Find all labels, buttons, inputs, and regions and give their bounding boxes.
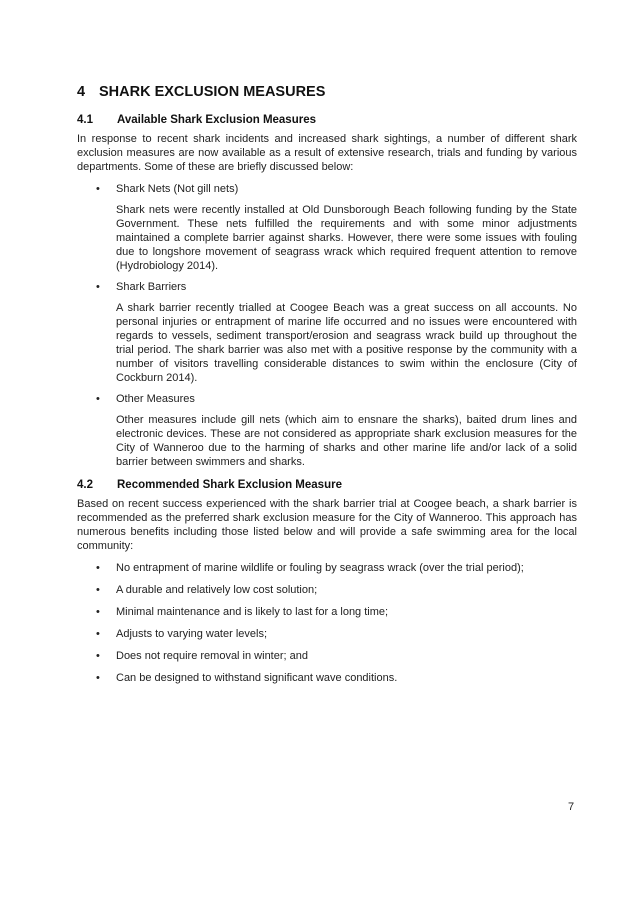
intro-paragraph-4-1: In response to recent shark incidents and increased shark sightings, a number of different shark exclusion measures are now available as a result of extensive research, trials and funding by various departments. Some of these are briefly discussed below: [77, 133, 577, 173]
list-item-other-measures: • Other Measures Other measures include gill nets (which aim to ensnare the sharks), baited drum lines and electronic devices. These are not considered as appropriate shark exclusion measures for the City of Wanneroo due to the harming of sharks and other marine life and/or lack of a solid barrier between swimmers and sharks. [96, 393, 577, 468]
bullet-icon: • [96, 393, 100, 405]
bullet-icon: • [96, 606, 100, 618]
list-item-shark-nets: • Shark Nets (Not gill nets) Shark nets were recently installed at Old Dunsborough Beach following funding by the State Government. These nets fulfilled the requirements and with some minor adjustments maintained a complete barrier against sharks. However, there were some issues with fouling due to longshore movement of seagrass wrack which required frequent attention to remove (Hydrobiology 2014). [96, 183, 577, 272]
list-item: • Can be designed to withstand significant wave conditions. [96, 672, 398, 684]
bullet-icon: • [96, 562, 100, 574]
benefits-list [77, 561, 577, 685]
subsection-heading-4-2: 4.2 Recommended Shark Exclusion Measure [77, 479, 342, 491]
bullet-icon: • [96, 281, 100, 293]
section-heading: 4 SHARK EXCLUSION MEASURES [77, 84, 326, 100]
list-item: • No entrapment of marine wildlife or fouling by seagrass wrack (over the trial period); [96, 562, 524, 574]
list-item-shark-barriers: • Shark Barriers A shark barrier recently trialled at Coogee Beach was a great success on all accounts. No personal injuries or entrapment of marine life occurred and no issues were encountered with regards to vessels, sediment transport/erosion and seagrass wrack build up throughout the trial period. The shark barrier was also met with a positive response by the community with a number of visitors travelling considerable distances to swim within the enclosure (City of Cockburn 2014). [96, 281, 577, 384]
bullet-icon: • [96, 672, 100, 684]
bullet-icon: • [96, 584, 100, 596]
list-item: • Adjusts to varying water levels; [96, 628, 268, 640]
bullet-icon: • [96, 183, 100, 195]
intro-paragraph-4-2: Based on recent success experienced with the shark barrier trial at Coogee beach, a shark barrier is recommended as the preferred shark exclusion measure for the City of Wanneroo. This approach has numerous benefits including those listed below and will provide a safe swimming area for the local community: [77, 498, 577, 552]
list-item: • Minimal maintenance and is likely to last for a long time; [96, 606, 389, 618]
list-item: • A durable and relatively low cost solution; [96, 584, 318, 596]
bullet-icon: • [96, 628, 100, 640]
measures-list [77, 182, 577, 469]
bullet-icon: • [96, 650, 100, 662]
subsection-heading-4-1: 4.1 Available Shark Exclusion Measures [77, 114, 316, 126]
document-page [77, 83, 577, 693]
list-item: • Does not require removal in winter; and [96, 650, 308, 662]
page-number: 7 [568, 801, 575, 813]
